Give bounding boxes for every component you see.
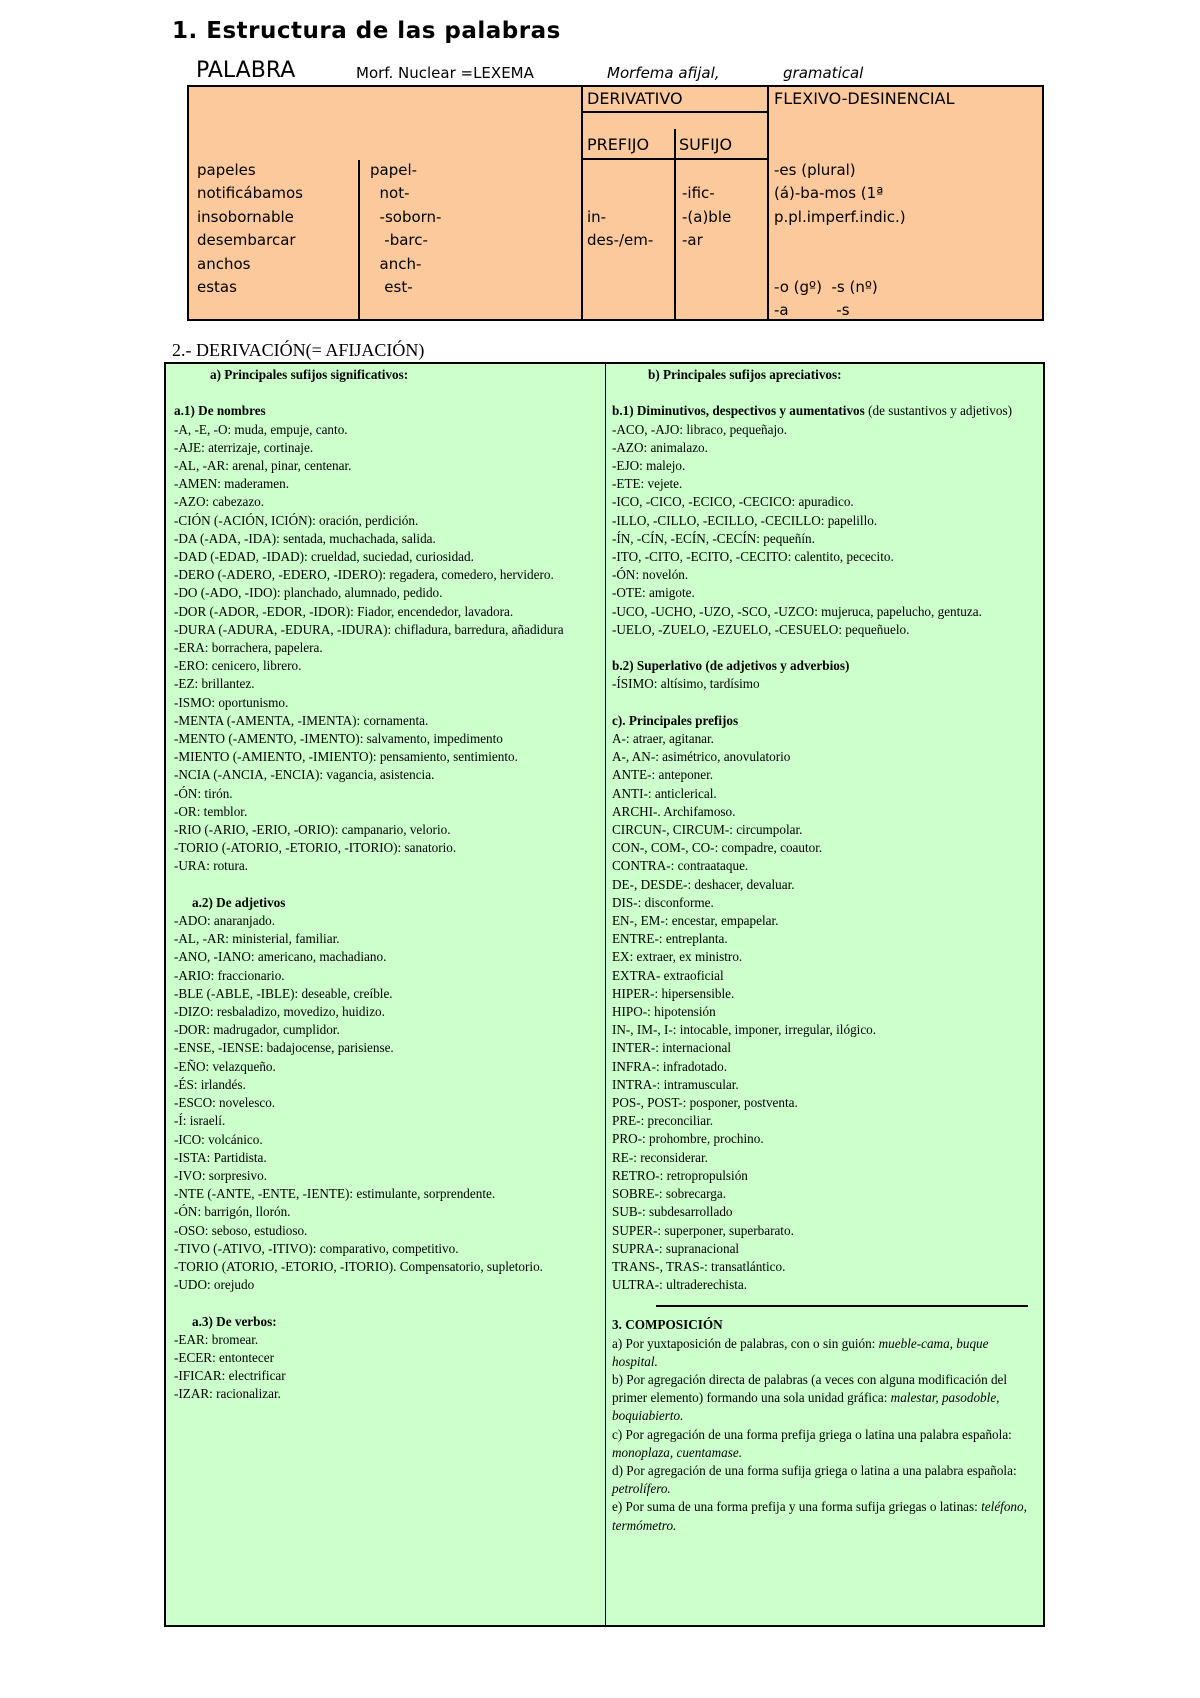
b2-list bbox=[612, 675, 1037, 693]
suffix-item: -ERO: cenicero, librero. bbox=[174, 658, 302, 674]
suffix-item: -ICO, -CICO, -ECICO, -CECICO: apuradico. bbox=[612, 494, 854, 510]
prefix-item: EN-, EM-: encestar, empapelar. bbox=[612, 913, 779, 929]
table-divider bbox=[581, 87, 583, 319]
suffix-item: -ECER: entontecer bbox=[174, 1349, 274, 1365]
suffix-item: -ENSE, -IENSE: badajocense, parisiense. bbox=[174, 1040, 394, 1056]
significativos-heading: a) Principales sufijos significativos: bbox=[210, 367, 409, 382]
prefix-item: CIRCUN-, CIRCUM-: circumpolar. bbox=[612, 822, 803, 838]
suffix-item: -MENTO (-AMENTO, -IMENTO): salvamento, impedimento bbox=[174, 731, 503, 747]
prefix-item: ANTI-: anticlerical. bbox=[612, 785, 717, 801]
suffix-item: -URA: rotura. bbox=[174, 858, 248, 874]
suffix-item: -ITO, -CITO, -ECITO, -CECITO: calentito, pececito. bbox=[612, 549, 894, 565]
suffix-item: -DOR (-ADOR, -EDOR, -IDOR): Fiador, encendedor, lavadora. bbox=[174, 603, 514, 619]
suffix-item: -AMEN: maderamen. bbox=[174, 476, 289, 492]
suffix-item: -AL, -AR: ministerial, familiar. bbox=[174, 931, 340, 947]
prefix-item: IN-, IM-, I-: intocable, imponer, irregular, ilógico. bbox=[612, 1022, 877, 1038]
prefix-item: EX: extraer, ex ministro. bbox=[612, 949, 743, 965]
suffix-item: -ACO, -AJO: libraco, pequeñajo. bbox=[612, 421, 788, 437]
composicion-text: e) Por suma de una forma prefija y una forma sufija griegas o latinas: bbox=[612, 1499, 982, 1515]
suffix-item: -ERA: borrachera, papelera. bbox=[174, 640, 323, 656]
suffix-item: -BLE (-ABLE, -IBLE): deseable, creíble. bbox=[174, 985, 393, 1001]
a3-title: a.3) De verbos: bbox=[192, 1313, 277, 1329]
composicion-item bbox=[612, 1426, 1037, 1462]
prefix-item: INTER-: internacional bbox=[612, 1040, 732, 1056]
b1-note: (de sustantivos y adjetivos) bbox=[864, 403, 1013, 419]
suffix-item: -ETE: vejete. bbox=[612, 476, 683, 492]
suffix-item: -AZO: animalazo. bbox=[612, 439, 708, 455]
prefix-item: ANTE-: anteponer. bbox=[612, 767, 714, 783]
right-column bbox=[612, 366, 1037, 1535]
prefix-item: DIS-: disconforme. bbox=[612, 894, 714, 910]
sufijos-column: -ific- -(a)ble -ar bbox=[682, 184, 732, 250]
composicion-example: monoplaza, cuentamase. bbox=[612, 1444, 743, 1460]
suffix-item: -IZAR: racionalizar. bbox=[174, 1386, 281, 1402]
suffix-item: -Í: israelí. bbox=[174, 1113, 226, 1129]
suffix-item: -ESCO: novelesco. bbox=[174, 1095, 276, 1111]
suffix-item: -ÓN: barrigón, llorón. bbox=[174, 1204, 291, 1220]
section-derivacion-title: 2.- DERIVACIÓN(= AFIJACIÓN) bbox=[172, 340, 425, 360]
suffix-item: -OR: temblor. bbox=[174, 803, 248, 819]
prefix-item: DE-, DESDE-: deshacer, devaluar. bbox=[612, 876, 795, 892]
prefijo-header: PREFIJO bbox=[587, 135, 650, 154]
composicion-text: d) Por agregación de una forma sufija griega o latina a una palabra española: bbox=[612, 1462, 1017, 1478]
suffix-item: -AJE: aterrizaje, cortinaje. bbox=[174, 439, 314, 455]
prefix-item: RETRO-: retropropulsión bbox=[612, 1167, 748, 1183]
suffix-item: -NCIA (-ANCIA, -ENCIA): vagancia, asistencia. bbox=[174, 767, 435, 783]
composicion-example: petrolífero. bbox=[612, 1481, 671, 1497]
prefix-item: SUPRA-: supranacional bbox=[612, 1240, 740, 1256]
suffix-item: -CIÓN (-ACIÓN, ICIÓN): oración, perdición. bbox=[174, 512, 419, 528]
prefix-item: INTRA-: intramuscular. bbox=[612, 1076, 739, 1092]
structure-table bbox=[187, 85, 1044, 321]
suffix-item: -TORIO (ATORIO, -ETORIO, -ITORIO). Compensatorio, supletorio. bbox=[174, 1258, 543, 1274]
flexivo-header: FLEXIVO-DESINENCIAL bbox=[774, 89, 955, 108]
suffix-item: -EZ: brillantez. bbox=[174, 676, 255, 692]
suffix-item: -DA (-ADA, -IDA): sentada, muchachada, salida. bbox=[174, 530, 436, 546]
suffix-item: -DOR: madrugador, cumplidor. bbox=[174, 1022, 340, 1038]
b1-list bbox=[612, 421, 1037, 639]
prefix-item: A-: atraer, agitanar. bbox=[612, 731, 714, 747]
lexemas-column: papel- not- -soborn- -barc- anch- est- bbox=[370, 161, 442, 297]
suffix-item: -ISMO: oportunismo. bbox=[174, 694, 289, 710]
prefix-item: HIPER-: hipersensible. bbox=[612, 985, 735, 1001]
suffix-item: -ÉS: irlandés. bbox=[174, 1076, 246, 1092]
prefix-item: PRE-: preconciliar. bbox=[612, 1113, 714, 1129]
suffix-item: -ÍN, -CÍN, -ECÍN, -CECÍN: pequeñín. bbox=[612, 530, 815, 546]
nuclear-label: Morf. Nuclear =LEXEMA bbox=[356, 64, 534, 82]
table-divider bbox=[767, 87, 769, 319]
prefix-item: POS-, POST-: posponer, postventa. bbox=[612, 1095, 798, 1111]
prefix-item: INFRA-: infradotado. bbox=[612, 1058, 728, 1074]
suffix-item: -DIZO: resbaladizo, movedizo, huidizo. bbox=[174, 1004, 385, 1020]
suffix-item: -MIENTO (-AMIENTO, -IMIENTO): pensamiento, sentimiento. bbox=[174, 749, 518, 765]
composicion-item bbox=[612, 1498, 1037, 1534]
composicion-text: b) Por agregación directa de palabras (a veces con alguna modificación del primer elemento) formando una sola unidad gráfica: bbox=[612, 1371, 1008, 1406]
suffix-item: -ISTA: Partidista. bbox=[174, 1149, 267, 1165]
b1-title: b.1) Diminutivos, despectivos y aumentativos bbox=[612, 403, 865, 419]
prefix-item: SUPER-: superponer, superbarato. bbox=[612, 1222, 794, 1238]
prefix-item: ULTRA-: ultraderechista. bbox=[612, 1277, 748, 1293]
prefix-item: HIPO-: hipotensión bbox=[612, 1004, 716, 1020]
derivacion-box bbox=[164, 362, 1045, 1627]
suffix-item: -ARIO: fraccionario. bbox=[174, 967, 285, 983]
prefix-item: TRANS-, TRAS-: transatlántico. bbox=[612, 1258, 786, 1274]
words-column: papeles notificábamos insobornable desembarcar anchos estas bbox=[197, 161, 303, 297]
prefix-item: ENTRE-: entreplanta. bbox=[612, 931, 728, 947]
apreciativos-heading: b) Principales sufijos apreciativos: bbox=[648, 367, 842, 382]
suffix-item: -ICO: volcánico. bbox=[174, 1131, 263, 1147]
suffix-item: -AZO: cabezazo. bbox=[174, 494, 265, 510]
suffix-item: -UCO, -UCHO, -UZO, -SCO, -UZCO: mujeruca, papelucho, gentuza. bbox=[612, 603, 982, 619]
column-divider bbox=[605, 364, 606, 1625]
derivativo-header: DERIVATIVO bbox=[587, 89, 683, 108]
prefijos-column: in- des-/em- bbox=[587, 207, 654, 250]
suffix-item: -A, -E, -O: muda, empuje, canto. bbox=[174, 421, 348, 437]
composicion-example: malestar, pasodoble, boquiabierto. bbox=[612, 1390, 1000, 1424]
suffix-item: -DERO (-ADERO, -EDERO, -IDERO): regadera, comedero, hervidero. bbox=[174, 567, 554, 583]
suffix-item: -AL, -AR: arenal, pinar, centenar. bbox=[174, 458, 352, 473]
composicion-list bbox=[612, 1335, 1037, 1535]
prefix-item: EXTRA- extraoficial bbox=[612, 967, 724, 983]
prefix-item: ARCHI-. Archifamoso. bbox=[612, 803, 736, 819]
prefix-item: SOBRE-: sobrecarga. bbox=[612, 1186, 727, 1202]
suffix-item: -ÍSIMO: altísimo, tardísimo bbox=[612, 676, 760, 692]
suffix-item: -ADO: anaranjado. bbox=[174, 913, 276, 929]
a3-list bbox=[174, 1331, 599, 1404]
suffix-item: -EAR: bromear. bbox=[174, 1331, 259, 1347]
suffix-item: -TIVO (-ATIVO, -ITIVO): comparativo, competitivo. bbox=[174, 1240, 459, 1256]
sufijo-header: SUFIJO bbox=[679, 135, 733, 154]
a2-list bbox=[174, 912, 599, 1294]
suffix-item: -DO (-ADO, -IDO): planchado, alumnado, pedido. bbox=[174, 585, 443, 601]
suffix-item: -NTE (-ANTE, -ENTE, -IENTE): estimulante, sorprendente. bbox=[174, 1186, 496, 1202]
composicion-item bbox=[612, 1371, 1037, 1426]
prefix-item: SUB-: subdesarrollado bbox=[612, 1204, 733, 1220]
flexivos-column: -es (plural) (á)-ba-mos (1ª p.pl.imperf.indic.) -o (gº) -s (nº) -a -s bbox=[774, 161, 906, 320]
afijal-label: Morfema afijal, bbox=[607, 64, 720, 82]
prefix-item: A-, AN-: asimétrico, anovulatorio bbox=[612, 749, 791, 765]
a2-title: a.2) De adjetivos bbox=[192, 894, 286, 910]
prefix-item: PRO-: prohombre, prochino. bbox=[612, 1131, 764, 1147]
suffix-item: -UDO: orejudo bbox=[174, 1277, 255, 1293]
prefijos-list bbox=[612, 730, 1037, 1294]
page-title: 1. Estructura de las palabras bbox=[172, 18, 561, 44]
suffix-item: -ILLO, -CILLO, -ECILLO, -CECILLO: papelillo. bbox=[612, 512, 878, 528]
suffix-item: -ANO, -IANO: americano, machadiano. bbox=[174, 949, 387, 965]
composicion-item bbox=[612, 1462, 1037, 1498]
c-title: c). Principales prefijos bbox=[612, 712, 739, 728]
a1-list bbox=[174, 421, 599, 876]
divider-line bbox=[656, 1305, 1028, 1307]
table-divider bbox=[358, 160, 360, 319]
suffix-item: -UELO, -ZUELO, -EZUELO, -CESUELO: pequeñuelo. bbox=[612, 621, 910, 637]
left-column bbox=[174, 366, 599, 1404]
prefix-item: CON-, COM-, CO-: compadre, coautor. bbox=[612, 840, 823, 856]
suffix-item: -OTE: amigote. bbox=[612, 585, 695, 601]
palabra-label: PALABRA bbox=[196, 58, 296, 83]
composicion-text: c) Por agregación de una forma prefija griega o latina una palabra española: bbox=[612, 1426, 1012, 1442]
a1-title: a.1) De nombres bbox=[174, 403, 266, 419]
suffix-item: -EÑO: velazqueño. bbox=[174, 1058, 276, 1074]
composicion-example: teléfono, termómetro. bbox=[612, 1499, 1027, 1533]
b2-title: b.2) Superlativo (de adjetivos y adverbios) bbox=[612, 658, 850, 674]
table-divider bbox=[581, 111, 767, 113]
composicion-title: 3. COMPOSICIÓN bbox=[612, 1317, 723, 1333]
suffix-item: -EJO: malejo. bbox=[612, 458, 686, 473]
suffix-item: -ÓN: tirón. bbox=[174, 785, 233, 801]
suffix-item: -IFICAR: electrificar bbox=[174, 1368, 286, 1384]
suffix-item: -MENTA (-AMENTA, -IMENTA): cornamenta. bbox=[174, 712, 429, 728]
suffix-item: -TORIO (-ATORIO, -ETORIO, -ITORIO): sanatorio. bbox=[174, 840, 457, 856]
composicion-text: a) Por yuxtaposición de palabras, con o sin guión: bbox=[612, 1335, 879, 1351]
composicion-item bbox=[612, 1335, 1037, 1371]
suffix-item: -DAD (-EDAD, -IDAD): crueldad, suciedad, curiosidad. bbox=[174, 549, 474, 565]
prefix-item: RE-: reconsiderar. bbox=[612, 1149, 708, 1165]
prefix-item: CONTRA-: contraataque. bbox=[612, 858, 749, 874]
suffix-item: -ÓN: novelón. bbox=[612, 567, 689, 583]
suffix-item: -IVO: sorpresivo. bbox=[174, 1167, 268, 1183]
suffix-item: -RIO (-ARIO, -ERIO, -ORIO): campanario, velorio. bbox=[174, 822, 451, 838]
gramatical-label: gramatical bbox=[783, 64, 864, 82]
suffix-item: -DURA (-ADURA, -EDURA, -IDURA): chifladura, barredura, añadidura bbox=[174, 621, 564, 637]
composicion-example: mueble-cama, buque hospital. bbox=[612, 1335, 989, 1369]
suffix-item: -OSO: seboso, estudioso. bbox=[174, 1222, 308, 1238]
